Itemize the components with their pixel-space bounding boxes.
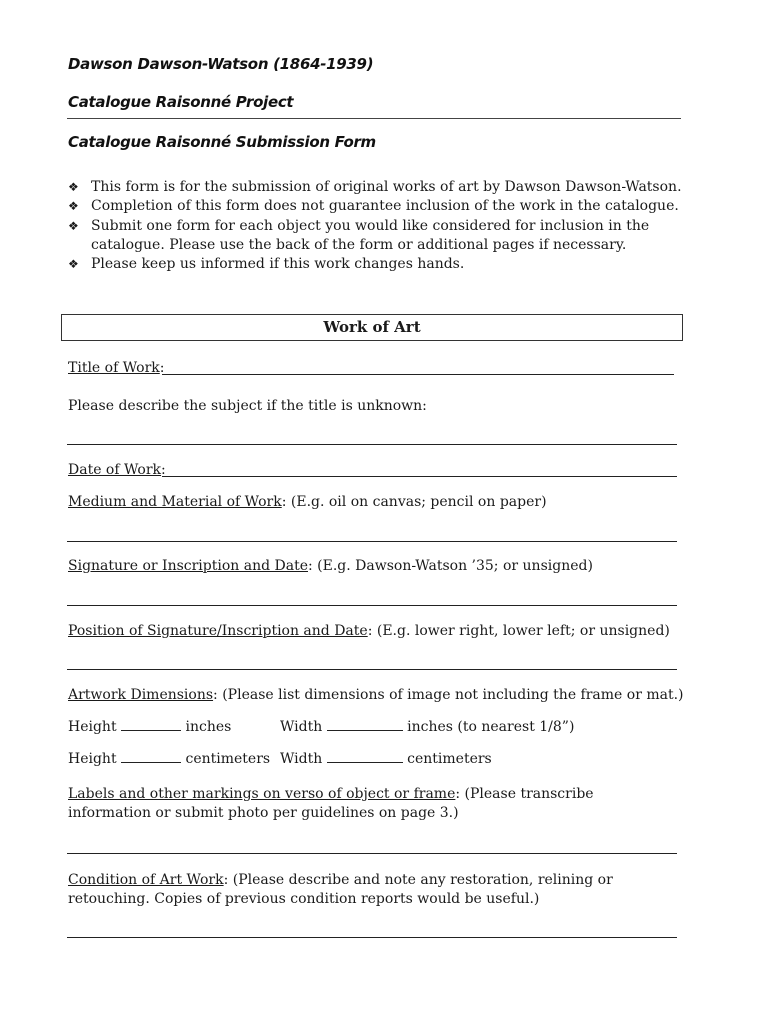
list-item: ❖ Please keep us informed if this work changes hands. [68,255,688,274]
list-item: ❖ This form is for the submission of original works of art by Dawson Dawson-Watson. [68,178,688,197]
medium-row [68,493,547,512]
centimeters-unit: centimeters [185,751,271,767]
width-label: Width [280,719,323,735]
describe-subject-prompt: Please describe the subject if the title is unknown: [68,398,427,414]
instructions-list [68,178,688,274]
form-title: Catalogue Raisonné Submission Form [68,133,376,151]
width-label: Width [280,751,323,767]
medium-label: Medium and Material of Work [68,494,282,510]
position-hint: : (E.g. lower right, lower left; or unsigned) [367,623,670,639]
cm-row [68,750,270,769]
width-inches-field[interactable] [327,718,403,731]
condition-label: Condition of Art Work [68,872,224,888]
section-title-box: Work of Art [61,314,683,341]
title-of-work-row: Title of Work: [68,360,165,376]
signature-field[interactable] [67,605,677,606]
title-of-work-label: Title of Work [68,360,160,376]
artist-heading: Dawson Dawson-Watson (1864-1939) [68,55,374,73]
signature-hint: : (E.g. Dawson-Watson ’35; or unsigned) [308,558,593,574]
condition-row [68,871,678,910]
dimensions-hint: : (Please list dimensions of image not including the frame or mat.) [213,687,684,703]
inches-row [68,718,231,737]
date-of-work-row: Date of Work: [68,462,166,478]
signature-label: Signature or Inscription and Date [68,558,308,574]
labels-label: Labels and other markings on verso of object or frame [68,786,456,802]
diamond-bullet-icon: ❖ [68,218,79,233]
dimensions-label: Artwork Dimensions [68,687,214,703]
position-row [68,622,670,641]
height-cm-field[interactable] [121,750,181,763]
date-of-work-field[interactable] [162,476,677,477]
dimensions-row [68,686,684,705]
height-label: Height [68,719,117,735]
inches-unit: inches [185,719,232,735]
medium-hint: : (E.g. oil on canvas; pencil on paper) [281,494,547,510]
labels-row [68,785,678,824]
width-inches-row [280,718,574,737]
labels-field[interactable] [67,853,677,854]
project-heading: Catalogue Raisonné Project [68,93,294,111]
labels-hint: : (Please transcribe information or submit photo per guidelines on page 3.) [68,786,594,822]
diamond-bullet-icon: ❖ [68,180,79,194]
header-rule [67,118,681,119]
date-of-work-label: Date of Work [68,462,162,478]
medium-field[interactable] [67,541,677,542]
height-label: Height [68,751,117,767]
condition-hint: : (Please describe and note any restoration, relining or retouching. Copies of previous condition reports would be useful.) [68,872,613,908]
diamond-bullet-icon: ❖ [68,257,79,272]
centimeters-unit: centimeters [407,751,492,767]
width-cm-row [280,750,492,769]
condition-field[interactable] [67,937,677,938]
position-field[interactable] [67,669,677,670]
height-inches-field[interactable] [121,718,181,731]
signature-row [68,557,593,576]
inches-note: inches (to nearest 1/8”) [407,719,575,735]
position-label: Position of Signature/Inscription and Date [68,623,368,639]
diamond-bullet-icon: ❖ [68,199,79,214]
list-item: ❖ Completion of this form does not guarantee inclusion of the work in the catalogue. [68,197,688,216]
describe-subject-field[interactable] [67,444,677,445]
title-of-work-field[interactable] [162,374,674,375]
list-item: ❖ Submit one form for each object you would like considered for inclusion in the catalogue. Please use the back of the form or additional pages if necessary. [68,217,650,253]
width-cm-field[interactable] [327,750,403,763]
